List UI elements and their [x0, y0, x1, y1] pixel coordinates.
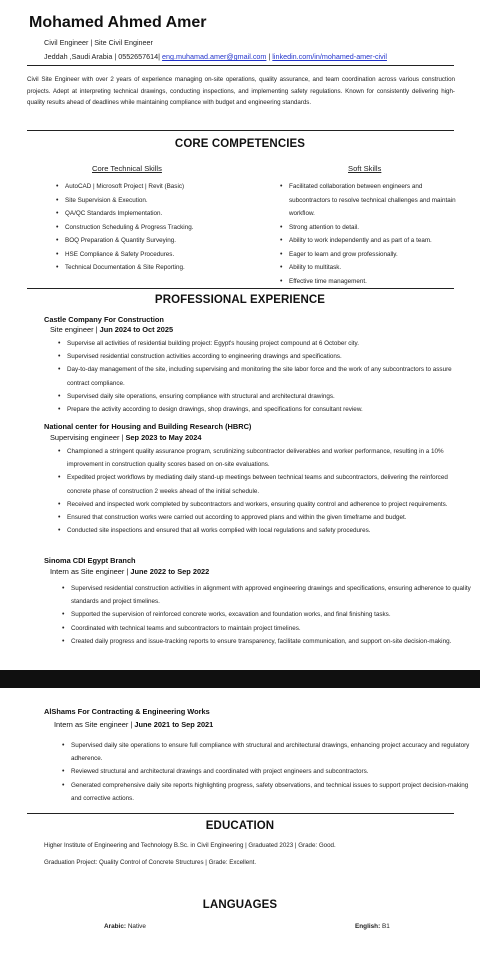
job-bullet: • Supervised daily site operations to ensure full compliance with structural and architectural drawings, enhancing project accuracy and regulatory adherence.: [62, 739, 476, 765]
job-bullet: • Supervised residential construction activities according to engineering drawings and specifications.: [58, 350, 458, 363]
candidate-name: Mohamed Ahmed Amer: [29, 14, 207, 31]
job-title: Site engineer | Jun 2024 to Oct 2025: [50, 325, 174, 334]
page-break: [0, 670, 480, 688]
job-title: Supervising engineer | Sep 2023 to May 2024: [50, 433, 202, 442]
company-name: National center for Housing and Building Research (HBRC): [44, 422, 252, 431]
soft-skill-item: • Facilitated collaboration between engineers and subcontractors to resolve technical challenges and maintain workflow.: [280, 180, 460, 221]
summary-divider: [27, 130, 454, 131]
soft-skill-item: • Effective time management.: [280, 275, 460, 289]
job-bullets: [58, 445, 468, 537]
job-bullet: • Championed a stringent quality assurance program, scrutinizing subcontractor deliverables and worker performance, resulting in a 10% improvement in construction quality scores based on on-site evaluations.: [58, 445, 468, 471]
company-name: Castle Company For Construction: [44, 315, 164, 324]
soft-skills-heading: Soft Skills: [348, 164, 382, 173]
header-divider: [27, 65, 454, 66]
contact-line: [44, 52, 387, 61]
job-bullets: [58, 337, 458, 416]
job-bullet: • Received and inspected work completed by subcontractors and workers, ensuring quality control and adherence to project requirements.: [58, 498, 468, 511]
technical-skill-item: • Construction Scheduling & Progress Tracking.: [56, 221, 256, 235]
technical-skill-item: • BOQ Preparation & Quantity Surveying.: [56, 234, 256, 248]
company-name: AlShams For Contracting & Engineering Works: [44, 707, 210, 716]
job-bullet: • Day-to-day management of the site, including supervising and monitoring the site labor force and the work of any subcontractors to assure contract compliance.: [58, 363, 458, 389]
language-english: English: B1: [355, 923, 390, 930]
job-bullets: [62, 739, 476, 805]
competencies-divider: [27, 288, 454, 289]
soft-skill-item: • Strong attention to detail.: [280, 221, 460, 235]
job-bullet: • Coordinated with technical teams and subcontractors to maintain project timelines.: [62, 622, 472, 635]
experience-heading: PROFESSIONAL EXPERIENCE: [154, 294, 326, 306]
technical-skill-item: • Site Supervision & Execution.: [56, 194, 256, 208]
contact-separator: |: [268, 52, 271, 61]
job-bullet: • Reviewed structural and architectural drawings and coordinated with project engineers and subcontractors.: [62, 765, 476, 778]
technical-skill-item: • AutoCAD | Microsoft Project | Revit (Basic): [56, 180, 256, 194]
job-bullet: • Ensured that construction works were carried out according to approved plans and within the given timeframe and budget.: [58, 511, 468, 524]
job-bullet: • Conducted site inspections and ensured that all works complied with local regulations and safety procedures.: [58, 524, 468, 537]
technical-skill-item: • HSE Compliance & Safety Procedures.: [56, 248, 256, 262]
soft-skill-item: • Eager to learn and grow professionally.: [280, 248, 460, 262]
job-title: Intern as Site engineer | June 2022 to Sep 2022: [50, 567, 210, 576]
soft-skills-list: [280, 180, 460, 288]
job-bullet: • Created daily progress and issue-tracking reports to ensure transparency, facilitate communication, and support on-site decision-making.: [62, 635, 472, 648]
technical-skills-list: [56, 180, 256, 275]
core-competencies-heading: CORE COMPETENCIES: [174, 138, 306, 150]
languages-heading: LANGUAGES: [202, 899, 278, 911]
graduation-project: Graduation Project: Quality Control of Concrete Structures | Grade: Excellent.: [44, 859, 257, 866]
job-bullet: • Supported the supervision of reinforced concrete works, excavation and foundation works, and final finishing tasks.: [62, 608, 472, 621]
email-link[interactable]: eng.muhamad.amer@gmail.com: [162, 52, 267, 61]
experience-divider: [27, 813, 454, 814]
language-arabic: Arabic: Native: [104, 923, 146, 930]
education-heading: EDUCATION: [205, 820, 275, 832]
location-phone: Jeddah ,Saudi Arabia | 0552657614|: [44, 52, 161, 61]
professional-summary: Civil Site Engineer with over 2 years of experience managing on-site operations, quality assurance, and team coordination across various construction projects. Adept at interpreting technical drawings, conducting inspections, and implementing safety regulations. Known for consistently delivering high-quality results ahead of deadlines while maintaining compliance with budget and engineering standards.: [27, 76, 455, 107]
company-name: Sinoma CDI Egypt Branch: [44, 556, 136, 565]
technical-skill-item: • QA/QC Standards Implementation.: [56, 207, 256, 221]
job-bullet: • Expedited project workflows by mediating daily stand-up meetings between technical teams and subcontractors, delivering the reinforced concrete phase of construction 2 weeks ahead of the initial schedule.: [58, 471, 468, 497]
education-degree: Higher Institute of Engineering and Technology B.Sc. in Civil Engineering | Graduated 2023 | Grade: Good.: [44, 842, 336, 849]
job-bullet: • Supervise all activities of residential building project: Egypt's housing project compound at 6 October city.: [58, 337, 458, 350]
job-bullet: • Supervised residential construction activities in alignment with approved engineering drawings and specifications, ensuring adherence to quality standards and project timelines.: [62, 582, 472, 608]
job-bullet: • Prepare the activity according to design drawings, shop drawings, and specifications for consultant review.: [58, 403, 458, 416]
job-title: Intern as Site engineer | June 2021 to Sep 2021: [54, 720, 214, 729]
job-bullet: • Supervised daily site operations, ensuring compliance with structural and architectural drawings.: [58, 390, 458, 403]
soft-skill-item: • Ability to multitask.: [280, 261, 460, 275]
soft-skill-item: • Ability to work independently and as part of a team.: [280, 234, 460, 248]
job-bullet: • Generated comprehensive daily site reports highlighting progress, safety observations, and technical issues to support project decision-making and corrective actions.: [62, 779, 476, 805]
resume-page-2: [0, 688, 480, 976]
technical-skills-heading: Core Technical Skills: [92, 164, 162, 173]
technical-skill-item: • Technical Documentation & Site Reporting.: [56, 261, 256, 275]
job-bullets: [62, 582, 472, 648]
candidate-role: Civil Engineer | Site Civil Engineer: [44, 38, 153, 47]
linkedin-link[interactable]: linkedin.com/in/mohamed-amer-civil: [272, 52, 387, 61]
